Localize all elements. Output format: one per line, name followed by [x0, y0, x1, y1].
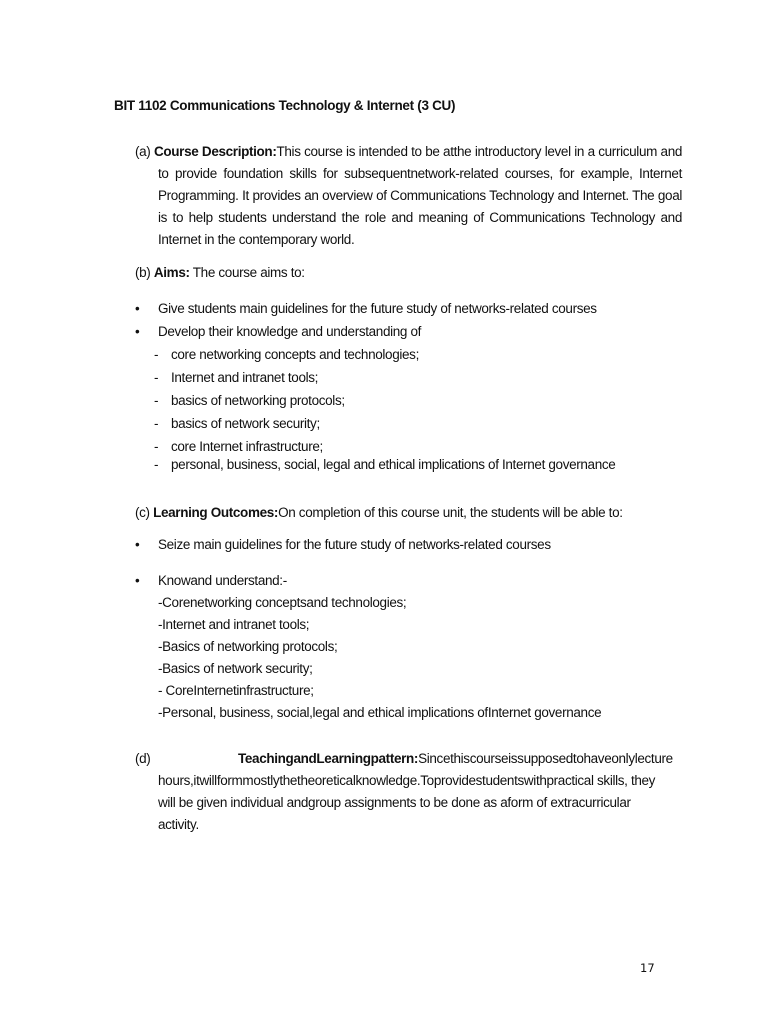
- bullet-icon: •: [135, 301, 140, 316]
- teaching-line-4: activity.: [158, 817, 199, 832]
- aims-label: Aims:: [153, 265, 190, 280]
- dash-icon: -: [154, 416, 159, 431]
- list-item: -Basics of network security;: [158, 661, 313, 676]
- aims-sub-list: [135, 343, 695, 476]
- outcome-bullet-text: Seize main guidelines for the future study of networks-related courses: [158, 537, 551, 552]
- bullet-icon: •: [135, 537, 140, 552]
- dash-icon: -: [154, 439, 159, 454]
- aims-sub-text: core Internet infrastructure;: [171, 439, 323, 454]
- aims-prefix: (b): [135, 265, 154, 280]
- teaching-prefix: (d): [135, 751, 151, 766]
- teaching-line-1: [135, 748, 673, 770]
- list-item: [135, 366, 695, 389]
- list-item: - CoreInternetinfrastructure;: [158, 683, 314, 698]
- list-item: [135, 453, 695, 476]
- aims-sub-text: core networking concepts and technologies;: [171, 347, 419, 362]
- bullet-icon: •: [135, 573, 140, 588]
- dash-icon: -: [154, 370, 159, 385]
- list-item: [135, 533, 695, 556]
- list-item: [135, 389, 695, 412]
- aims-bullet-text: Develop their knowledge and understanding of: [158, 324, 422, 339]
- aims-sub-text: personal, business, social, legal and ethical implications of Internet governance: [171, 457, 616, 472]
- aims-sub-text: basics of network security;: [171, 416, 320, 431]
- teaching-line-3: will be given individual andgroup assignments to be done as aform of extracurricular: [158, 795, 631, 810]
- course-description-label: Course Description:: [153, 144, 277, 159]
- bullet-icon: •: [135, 324, 140, 339]
- dash-icon: -: [154, 457, 159, 472]
- learning-outcomes-heading: [135, 502, 659, 524]
- list-item: [135, 320, 695, 343]
- list-item: [135, 412, 695, 435]
- aims-heading: [135, 262, 659, 284]
- list-item: [135, 343, 695, 366]
- list-item: -Internet and intranet tools;: [158, 617, 310, 632]
- aims-sub-text: basics of networking protocols;: [171, 393, 345, 408]
- list-item: [135, 435, 695, 453]
- page-number: 17: [640, 961, 655, 975]
- outcome-bullet-text: Knowand understand:-: [158, 573, 287, 588]
- learning-outcomes-text: On completion of this course unit, the students will be able to:: [278, 505, 623, 520]
- teaching-label: TeachingandLearningpattern:: [238, 751, 419, 766]
- course-description-prefix: (a): [135, 144, 154, 159]
- list-item: [135, 297, 695, 320]
- learning-outcomes-bullet-list: [135, 533, 695, 556]
- list-item: [135, 569, 695, 592]
- aims-bullet-text: Give students main guidelines for the future study of networks-related courses: [158, 301, 597, 316]
- course-description: [135, 141, 682, 251]
- course-title: BIT 1102 Communications Technology & Internet (3 CU): [114, 98, 456, 113]
- learning-outcomes-know-list: [135, 569, 695, 724]
- aims-sub-text: Internet and intranet tools;: [171, 370, 319, 385]
- teaching-line-1-text: Sincethiscourseissupposedtohaveonlylecture: [418, 751, 673, 766]
- teaching-pattern: [135, 748, 673, 836]
- aims-bullet-list: [135, 297, 695, 343]
- learning-outcomes-label: Learning Outcomes:: [153, 505, 279, 520]
- dash-icon: -: [154, 347, 159, 362]
- course-description-text: This course is intended to be atthe introductory level in a curriculum and to provide foundation skills for subsequentnetwork-related courses, for example, Internet Programming. It provides an overview of Communications Technology and Internet. The goal is to help students understand the role and meaning of Communications Technology and Internet in the contemporary world.: [158, 144, 683, 247]
- aims-text: The course aims to:: [189, 265, 305, 280]
- list-item: -Personal, business, social,legal and ethical implications ofInternet governance: [158, 705, 602, 720]
- list-item: -Basics of networking protocols;: [158, 639, 338, 654]
- teaching-first-line: [238, 748, 673, 770]
- dash-icon: -: [154, 393, 159, 408]
- list-item: -Corenetworking conceptsand technologies;: [158, 595, 407, 610]
- learning-outcomes-prefix: (c): [135, 505, 154, 520]
- teaching-line-2: hours,itwillformmostlythetheoreticalknowledge.Toprovidestudentswithpractical skills, they: [158, 773, 656, 788]
